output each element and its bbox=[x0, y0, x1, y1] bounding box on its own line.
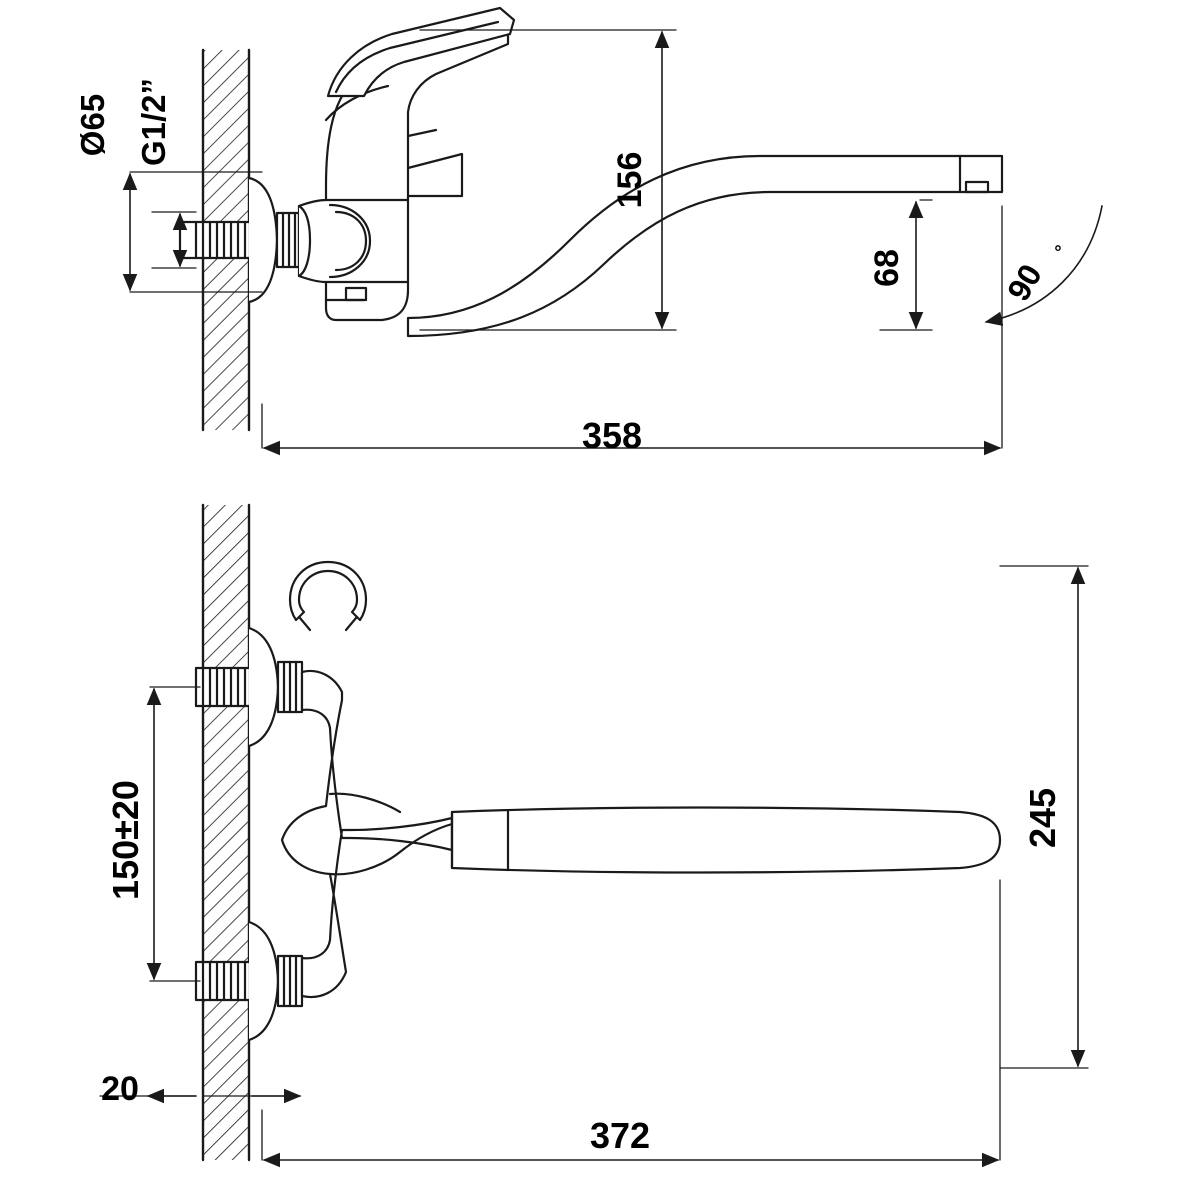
dim-label-centers-150: 150±20 bbox=[105, 780, 146, 900]
escutcheon-top bbox=[249, 178, 299, 302]
mixer-body-front bbox=[282, 671, 452, 997]
wall-front-view bbox=[203, 505, 249, 1160]
dim-label-offset-20: 20 bbox=[101, 1070, 139, 1108]
mixer-body-top bbox=[299, 30, 508, 320]
dim-90-arc bbox=[986, 206, 1102, 322]
spout-top bbox=[408, 156, 1002, 336]
dim-label-height-245: 245 bbox=[1022, 787, 1063, 849]
dim-label-length-372: 372 bbox=[589, 1115, 651, 1156]
dim-label-thread-g12: G1/2” bbox=[135, 77, 172, 167]
spout-front bbox=[452, 808, 1000, 873]
lever-ring-front bbox=[290, 562, 366, 630]
dim-label-height-68: 68 bbox=[868, 249, 906, 287]
inlet-thread-top bbox=[180, 222, 250, 258]
dim-label-length-358: 358 bbox=[581, 415, 643, 456]
dim-label-angle-90: 90 bbox=[999, 258, 1049, 307]
dim-label-height-156: 156 bbox=[611, 151, 649, 209]
dim-label-angle-90-degree-sign: ° bbox=[1054, 242, 1062, 262]
dim-label-diameter-65: Ø65 bbox=[74, 93, 111, 157]
